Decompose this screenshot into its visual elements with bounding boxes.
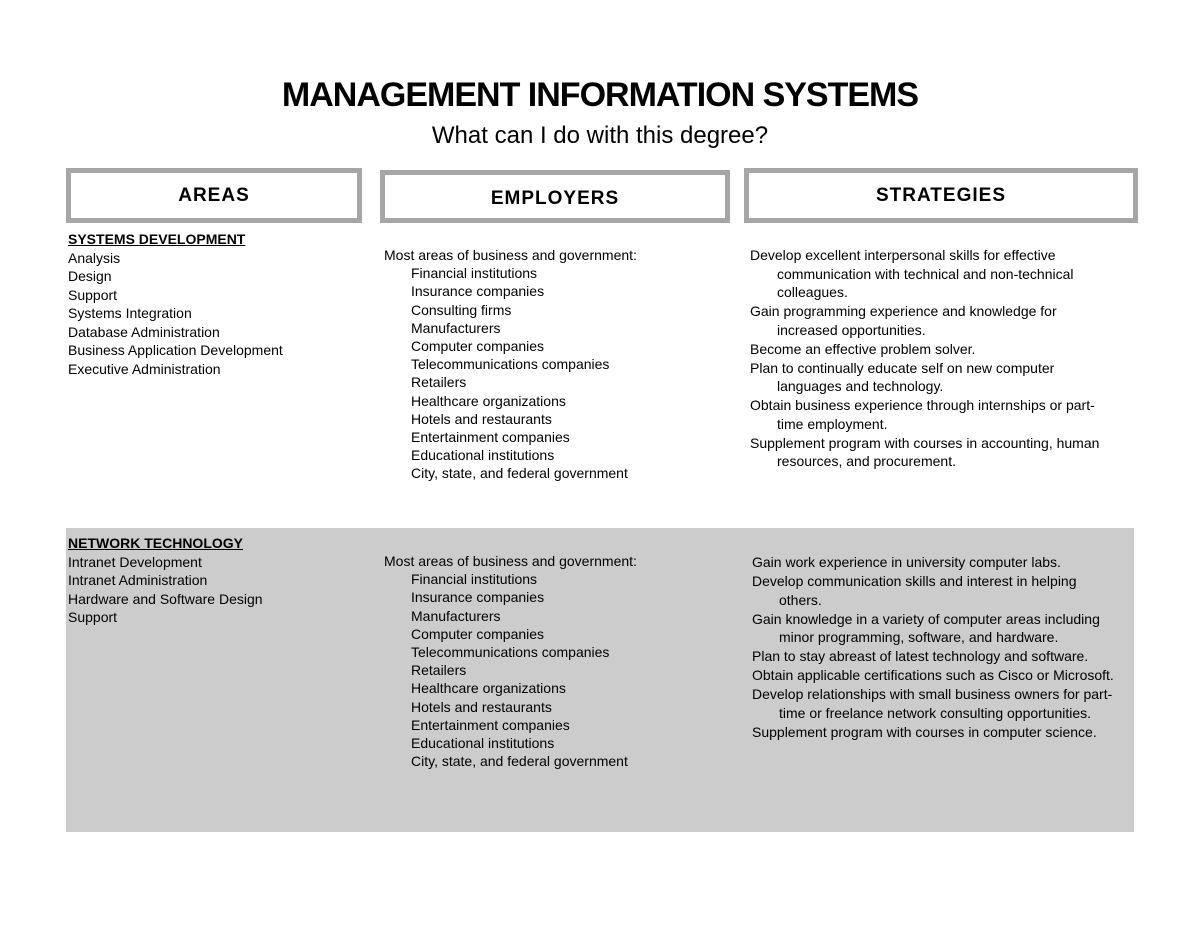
strategies-header — [744, 168, 1138, 223]
employer-item: Healthcare organizations — [411, 392, 566, 409]
employer-item: City, state, and federal government — [411, 465, 628, 482]
strategy-item: Gain knowledge in a variety of computer areas including minor programming, software, and hardware. — [752, 610, 1100, 645]
area-item: Support — [68, 609, 118, 625]
strategy-item: Supplement program with courses in accounting, human resources, and procurement. — [750, 434, 1100, 469]
employer-item: Computer companies — [411, 338, 545, 355]
strategy-item: Develop communication skills and interest in helping others. — [752, 573, 1077, 608]
area-item: Intranet Administration — [68, 572, 208, 588]
area-item: Executive Administration — [68, 360, 221, 377]
page-title: MANAGEMENT INFORMATION SYSTEMS — [281, 76, 919, 114]
systems-areas-column — [68, 230, 368, 378]
network-employers-column — [384, 552, 734, 770]
strategies-header-label: STRATEGIES — [876, 185, 1006, 206]
strategy-item: Gain programming experience and knowledge for increased opportunities. — [750, 303, 1057, 338]
area-item: Design — [68, 268, 112, 284]
employer-item: Manufacturers — [411, 607, 501, 624]
strategy-item: Plan to continually educate self on new computer languages and technology. — [750, 359, 1055, 394]
employers-header-label: EMPLOYERS — [490, 188, 620, 209]
employer-item: Retailers — [411, 374, 467, 391]
strategy-item: Gain work experience in university computer labs. — [752, 554, 1061, 570]
employer-item: Insurance companies — [411, 589, 545, 606]
area-item: Support — [68, 286, 118, 303]
strategy-item: Become an effective problem solver. — [750, 340, 976, 357]
employer-item: Hotels and restaurants — [411, 698, 552, 715]
employer-item: Telecommunications companies — [411, 356, 610, 373]
page-subtitle: What can I do with this degree? — [431, 122, 769, 149]
strategy-item: Obtain business experience through internships or part-time employment. — [750, 397, 1095, 432]
employer-item: Educational institutions — [411, 447, 555, 464]
strategy-item: Develop excellent interpersonal skills for effective communication with technical and non-technical colleagues. — [750, 247, 1074, 300]
network-areas-column — [68, 534, 368, 627]
strategy-item: Develop relationships with small business owners for part-time or freelance network consulting opportunities. — [752, 686, 1113, 721]
employer-item: Financial institutions — [411, 265, 538, 282]
section-title: NETWORK TECHNOLOGY — [68, 535, 243, 551]
employer-item: Insurance companies — [411, 283, 545, 300]
employer-item: Entertainment companies — [411, 429, 570, 446]
strategy-item: Supplement program with courses in computer science. — [752, 723, 1097, 740]
employers-intro: Most areas of business and government: — [384, 247, 637, 263]
area-item: Database Administration — [68, 323, 220, 340]
employer-item: Hotels and restaurants — [411, 410, 552, 427]
area-item: Systems Integration — [68, 305, 192, 321]
employer-item: Entertainment companies — [411, 716, 570, 733]
employer-item: Telecommunications companies — [411, 644, 610, 661]
area-item: Business Application Development — [68, 342, 283, 358]
section-title: SYSTEMS DEVELOPMENT — [68, 231, 246, 247]
area-item: Intranet Development — [68, 553, 202, 570]
employer-item: Consulting firms — [411, 301, 512, 318]
employer-item: Manufacturers — [411, 319, 501, 336]
employers-header — [380, 170, 730, 223]
strategy-item: Obtain applicable certifications such as Cisco or Microsoft. — [752, 667, 1114, 683]
employer-item: Healthcare organizations — [411, 680, 566, 697]
systems-employers-column — [384, 246, 734, 483]
area-item: Hardware and Software Design — [68, 590, 263, 607]
area-item: Analysis — [68, 249, 121, 266]
network-strategies-column — [752, 553, 1117, 742]
employers-intro: Most areas of business and government: — [384, 553, 637, 569]
employer-item: Educational institutions — [411, 735, 555, 752]
areas-header — [66, 168, 362, 223]
employer-item: City, state, and federal government — [411, 753, 628, 770]
employer-item: Retailers — [411, 662, 467, 679]
employer-item: Computer companies — [411, 625, 545, 642]
strategy-item: Plan to stay abreast of latest technology and software. — [752, 648, 1089, 664]
areas-header-label: AREAS — [178, 185, 250, 206]
employer-item: Financial institutions — [411, 571, 538, 588]
systems-strategies-column — [750, 246, 1120, 471]
